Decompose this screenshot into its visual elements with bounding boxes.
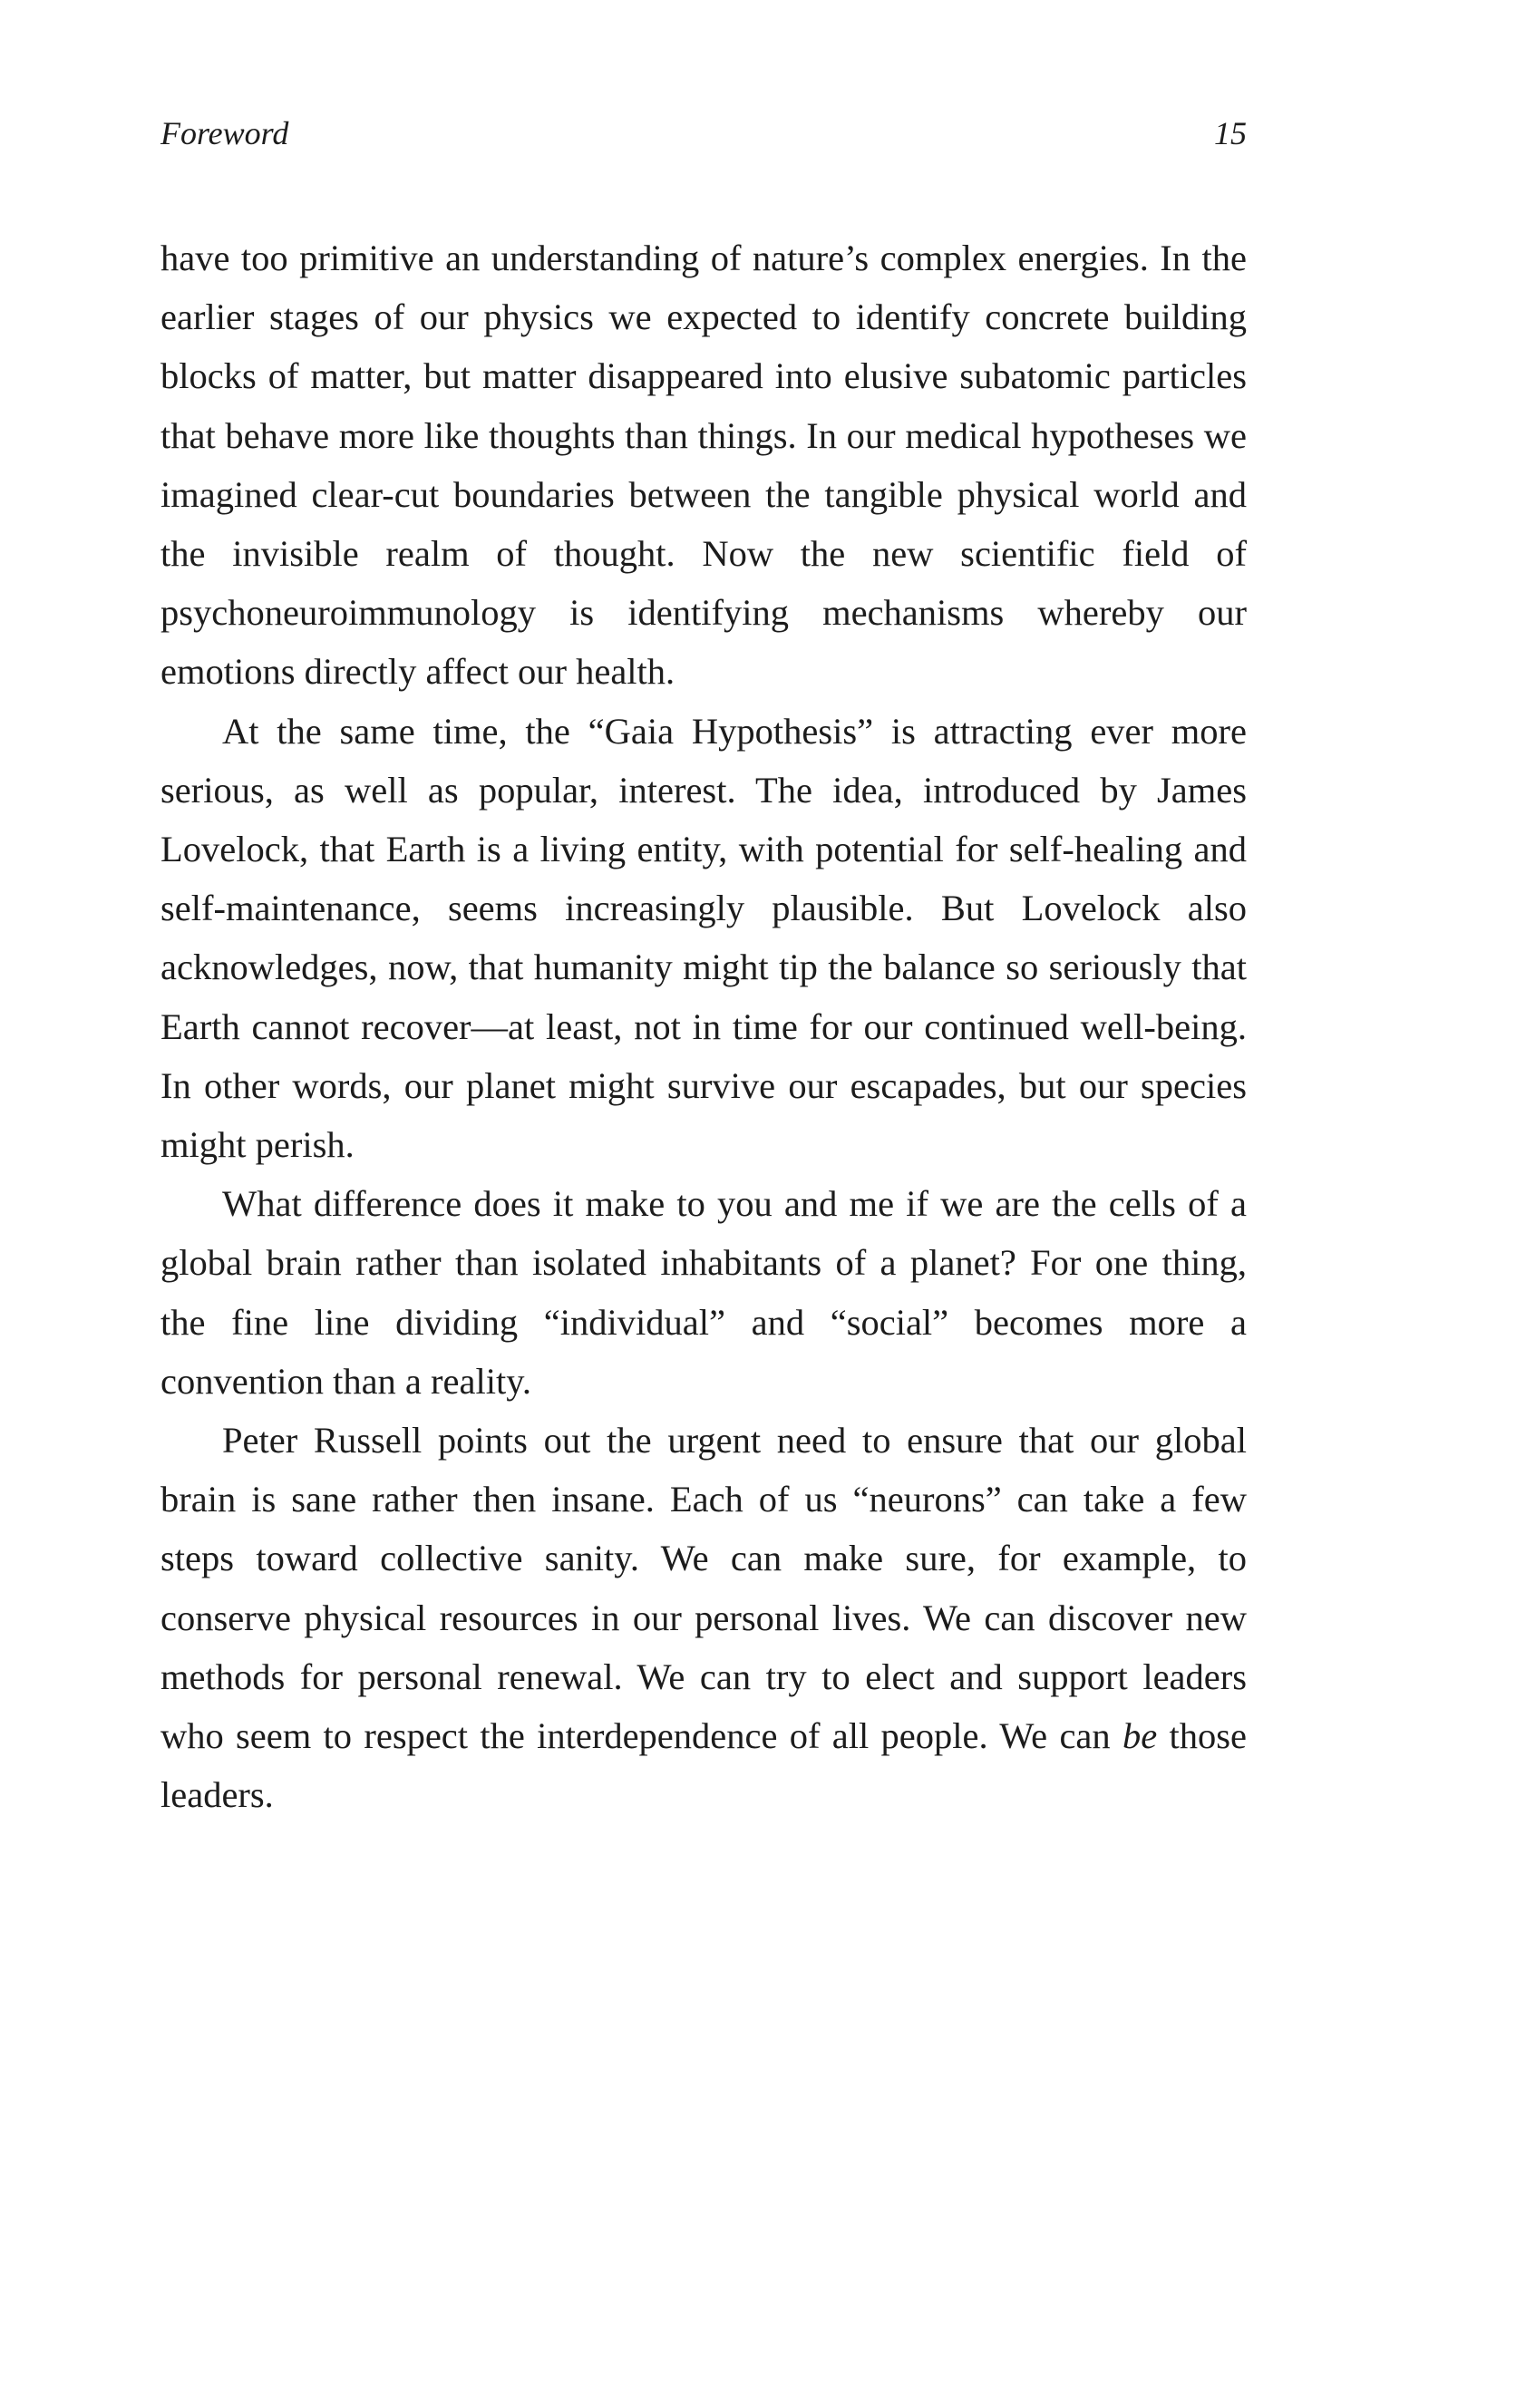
paragraph-4 bbox=[160, 1411, 1247, 1824]
paragraph-4-text-after-emphasis: those leaders. bbox=[160, 1715, 1247, 1816]
running-head-section-title: Foreword bbox=[160, 115, 289, 151]
paragraph-1: have too primitive an understanding of nature’s complex energies. In the earlier stages of our physics we expected to identify concrete building blocks of matter, but matter disappeared into elusive subatomic particles that behave more like thoughts than things. In our medical hypotheses we imagined clear-cut boundaries between the tangible physical world and the invisible realm of thought. Now the new scientific field of psychoneuroimmunology is identifying mechanisms whereby our emotions directly affect our health. bbox=[160, 238, 1247, 693]
body-text bbox=[160, 228, 1247, 1824]
paragraph-4-text-before-emphasis: Peter Russell points out the urgent need to ensure that our global brain is sane rather then insane. Each of us “neurons” can take a few steps toward collective sanity. We can make sure, for example, to conserve physical resources in our personal lives. We can discover new methods for personal renewal. We can try to elect and support leaders who seem to respect the interdependence of all people. We can bbox=[160, 1420, 1247, 1757]
paragraph-4-emphasis: be bbox=[1122, 1715, 1158, 1757]
paragraph-3: What difference does it make to you and me if we are the cells of a global brain rather than isolated inhabitants of a planet? For one thing, the fine line dividing “individual” and “social” becomes more a convention than a reality. bbox=[160, 1183, 1247, 1402]
page-number: 15 bbox=[1214, 115, 1247, 151]
running-head bbox=[160, 111, 1247, 156]
paragraph-2: At the same time, the “Gaia Hypothesis” is attracting ever more serious, as well as popular, interest. The idea, introduced by James Lovelock, that Earth is a living entity, with potential for self-healing and self-maintenance, seems increasingly plausible. But Lovelock also acknowledges, now, that humanity might tip the balance so seriously that Earth cannot recover—at least, not in time for our continued well-being. In other words, our planet might survive our escapades, but our species might perish. bbox=[160, 710, 1247, 1166]
